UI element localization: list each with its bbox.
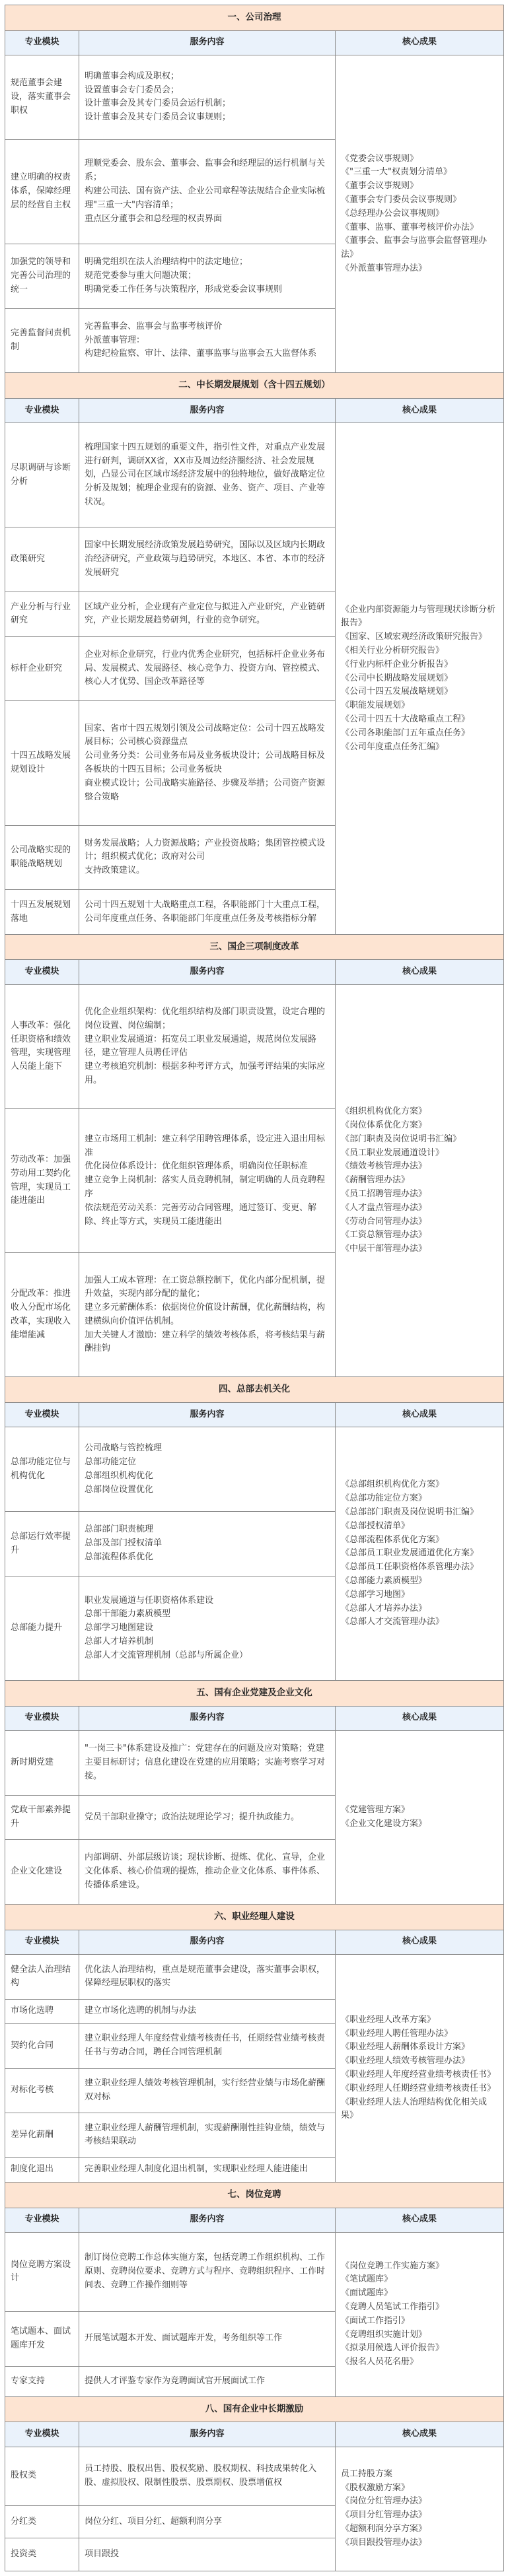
result-item: 《党委会议事规则》 <box>341 153 419 164</box>
result-item: 《超额利润分享方案》 <box>341 2524 427 2534</box>
result-item: 《董事、监事、董事考核评价办法》 <box>341 222 479 232</box>
module-cell <box>5 2311 79 2366</box>
column-header-module: 专业模块 <box>5 398 79 423</box>
content-cell <box>79 1795 336 1840</box>
result-item: 《职业经理人年度经营业绩考核责任书》 <box>341 2070 496 2080</box>
table-row <box>5 2233 504 2312</box>
content-cell <box>79 636 336 701</box>
module-name: 尽职调研与诊断分析 <box>11 463 71 487</box>
module-name: 公司战略实现的职能战略规划 <box>11 845 71 869</box>
column-header-module: 专业模块 <box>5 1706 79 1730</box>
section-title-row <box>5 2396 504 2422</box>
section-title: 三、国企三项制度改革 <box>5 934 504 960</box>
content-cell <box>79 2068 336 2113</box>
section-title: 五、国有企业党建及企业文化 <box>5 1681 504 1707</box>
result-item: 《总部功能定位方案》 <box>341 1493 427 1504</box>
content-line: 建立竞争上岗机制：落实人员竞聘机制，制定明确的人员竞聘程序 <box>85 1175 326 1200</box>
module-name: 总部运行效率提升 <box>11 1531 71 1555</box>
content-line: 明确党委工作任务与决策程序，形成党委会议事规则 <box>85 284 283 294</box>
result-item: 《总部员工任职资格体系管理办法》 <box>341 1562 479 1573</box>
module-cell <box>5 423 79 527</box>
column-header-row <box>5 1930 504 1954</box>
content-line: 构建公司法、国有资产法、企业公司章程等法规结合企业实际梳理"三重一大"内容清单； <box>85 186 326 210</box>
content-line: 建立市场用工机制：建立科学用聘管理体系，设定进入退出用标准 <box>85 1134 326 1158</box>
content-line: 总部人才培养机制 <box>85 1636 154 1646</box>
section-title-row <box>5 1377 504 1403</box>
content-line: 建立职业发展通道：拓宽员工职业发展通道，规范岗位发展路径，建立管理人员聘任评估 <box>85 1034 317 1058</box>
column-header-module: 专业模块 <box>5 960 79 984</box>
content-line: 支持政策建议。 <box>85 865 145 876</box>
module-name: 差异化薪酬 <box>11 2129 54 2140</box>
column-header-module: 专业模块 <box>5 1930 79 1954</box>
result-item: 《岗位分红管理办法》 <box>341 2496 427 2507</box>
result-item: 员工持股方案 <box>341 2468 393 2479</box>
module-name: 对标化考核 <box>11 2085 54 2095</box>
column-header-result: 核心成果 <box>336 1930 504 1954</box>
content-line: 总部学习地图建设 <box>85 1623 154 1633</box>
result-item: 《竞聘人员笔试工作指引》 <box>341 2301 445 2312</box>
table-row <box>5 1731 504 1796</box>
result-cell <box>336 1427 504 1681</box>
content-cell <box>79 1253 336 1377</box>
content-line: 总部及部门授权清单 <box>85 1538 163 1549</box>
module-cell <box>5 592 79 637</box>
module-name: 党政干部素养提升 <box>11 1805 71 1829</box>
module-cell <box>5 1576 79 1681</box>
result-item: 《工资总额管理办法》 <box>341 1230 427 1240</box>
content-cell <box>79 2311 336 2366</box>
module-name: 加强党的领导和完善公司治理的统一 <box>11 257 71 294</box>
content-line: 国家、省市十四五规划引领及公司战略定位：公司十四五战略发展目标；公司核心资源盘点 <box>85 723 326 747</box>
content-line: 国家中长期发展经济政策发展趋势研究，国际以及区域内长期政治经济研究，产业政策与趋势研究，本地区、本省、本市的经济发展研究 <box>85 540 326 578</box>
result-item: 《职业经理人改革方案》 <box>341 2014 436 2025</box>
result-item: 《外派董事管理办法》 <box>341 263 427 273</box>
content-line: 总部人才交流管理机制（总部与所属企业） <box>85 1650 248 1660</box>
column-header-content: 服务内容 <box>79 1706 336 1730</box>
module-cell <box>5 1427 79 1512</box>
result-item: 《总部人才交流管理办法》 <box>341 1617 445 1627</box>
content-line: 公司战略与管控梳理 <box>85 1443 163 1454</box>
result-cell <box>336 1955 504 2183</box>
content-cell <box>79 890 336 935</box>
module-cell <box>5 244 79 308</box>
module-name: 新时期党建 <box>11 1757 54 1767</box>
module-cell <box>5 2157 79 2182</box>
content-line: 总部功能定位 <box>85 1457 137 1468</box>
content-cell <box>79 701 336 825</box>
result-item: 《岗位体系优化方案》 <box>341 1120 427 1131</box>
result-item: 《相关行业分析研究报告》 <box>341 646 445 656</box>
table-row <box>5 55 504 139</box>
module-name: 市场化选聘 <box>11 2006 54 2016</box>
content-line: 总部部门职责梳理 <box>85 1524 154 1535</box>
section-title: 七、岗位竞聘 <box>5 2183 504 2208</box>
content-line: 公司十四五规划十大战略重点工程，各职能部门十大重点工程，公司年度重点任务、各职能部门年度重点任务及考核指标分解 <box>85 899 326 924</box>
result-item: 《职业经理人薪酬体系设计方案》 <box>341 2042 470 2052</box>
content-cell <box>79 2157 336 2182</box>
section-title: 八、国有企业中长期激励 <box>5 2396 504 2422</box>
module-cell <box>5 139 79 244</box>
result-item: 《绩效考核管理办法》 <box>341 1161 427 1172</box>
module-cell <box>5 1253 79 1377</box>
module-cell <box>5 2538 79 2571</box>
column-header-result: 核心成果 <box>336 960 504 984</box>
section-title-row <box>5 2183 504 2208</box>
content-cell <box>79 825 336 890</box>
content-line: 建立考核追究机制：根据多种考评方式，加强考评结果的实际应用。 <box>85 1062 326 1085</box>
result-item: 《员工招聘管理办法》 <box>341 1189 427 1200</box>
content-line: 总部干部能力素质模型 <box>85 1609 171 1619</box>
content-line: 规范党委参与重大问题决策； <box>85 270 197 281</box>
result-item: 《总部授权清单》 <box>341 1520 410 1531</box>
column-header-content: 服务内容 <box>79 2208 336 2232</box>
column-header-row <box>5 2422 504 2447</box>
module-cell <box>5 1731 79 1796</box>
column-header-row <box>5 2208 504 2232</box>
result-item: 《行业内标杆企业分析报告》 <box>341 659 453 669</box>
result-item: 《职业经理人任期经营业绩考核责任书》 <box>341 2083 496 2093</box>
module-name: 政策研究 <box>11 554 46 564</box>
module-cell <box>5 984 79 1108</box>
result-item: 《董事会、监事会与监事会监督管理办法》 <box>341 236 488 260</box>
content-cell <box>79 1108 336 1252</box>
module-name: 健全法人治理结构 <box>11 1964 71 1988</box>
column-header-result: 核心成果 <box>336 2208 504 2232</box>
content-line: 商业模式设计；公司战略实施路径、步骤及举措；公司资产资源整合策略 <box>85 778 326 802</box>
result-item: 《职业经理人法人治理结构优化相关成果》 <box>341 2097 488 2121</box>
content-line: 总部组织机构优化 <box>85 1470 154 1481</box>
module-cell <box>5 2113 79 2158</box>
result-item: 《项目分红管理办法》 <box>341 2510 427 2521</box>
result-item: 《人才盘点管理办法》 <box>341 1202 427 1213</box>
section-title-row <box>5 373 504 399</box>
service-table <box>5 5 504 2571</box>
content-cell <box>79 55 336 139</box>
result-cell <box>336 984 504 1377</box>
content-line: 构建纪检监察、审计、法律、董事监事与监事会五大监督体系 <box>85 349 317 359</box>
content-line: 党员干部职业操守；政治法规理论学习；提升执政能力。 <box>85 1812 300 1822</box>
column-header-content: 服务内容 <box>79 1403 336 1427</box>
result-item: 《报名人员花名册》 <box>341 2357 419 2367</box>
content-cell <box>79 1576 336 1681</box>
module-name: 标杆企业研究 <box>11 663 63 673</box>
result-item: 《薪酬管理办法》 <box>341 1175 410 1186</box>
module-name: 十四五发展规划落地 <box>11 899 71 924</box>
content-line: 建立市场化选聘的机制与办法 <box>85 2006 197 2016</box>
module-name: 产业分析与行业研究 <box>11 601 71 626</box>
column-header-result: 核心成果 <box>336 1403 504 1427</box>
module-cell <box>5 636 79 701</box>
content-line: 建立职业经理人年度经营业绩考核责任书，任期经营业绩考核责任书与劳动合同，聘任合同管理机制 <box>85 2033 326 2058</box>
column-header-module: 专业模块 <box>5 1403 79 1427</box>
result-item: 《总部人才培养办法》 <box>341 1603 427 1613</box>
section-title: 六、职业经理人建设 <box>5 1905 504 1930</box>
module-name: 建立明确的权责体系，保障经理层的经营自主权 <box>11 172 71 210</box>
section-title-row <box>5 934 504 960</box>
result-item: 《董事会专门委员会议事规则》 <box>341 194 462 205</box>
column-header-content: 服务内容 <box>79 398 336 423</box>
module-name: 人事改革：强化任职资格和绩效管理，实现管理人员能上能下 <box>11 1020 71 1072</box>
content-line: 岗位分红、项目分红、超额利润分享 <box>85 2516 223 2526</box>
content-line: 优化法人治理结构，重点是规范董事会建设，落实董事会职权，保障经理层职权的落实 <box>85 1964 326 1988</box>
section-title-row <box>5 5 504 31</box>
result-item: 《部门职责及岗位说明书汇编》 <box>341 1134 462 1144</box>
module-name: 分红类 <box>11 2516 37 2526</box>
content-line: 提供人才评鉴专家作为竞聘面试官开展面试工作 <box>85 2375 266 2386</box>
module-cell <box>5 1999 79 2023</box>
result-item: 《总部能力素质模型》 <box>341 1575 427 1586</box>
result-item: 《党建管理方案》 <box>341 1805 410 1815</box>
content-line: 设置董事会专门委员会； <box>85 85 180 95</box>
content-cell <box>79 423 336 527</box>
result-item: 《公司中长期战略发展规划》 <box>341 673 453 683</box>
module-name: 劳动改革：加强劳动用工契约化管理，实现员工能进能出 <box>11 1155 71 1206</box>
module-name: 总部功能定位与机构优化 <box>11 1457 71 1481</box>
result-item: 《公司年度重点任务汇编》 <box>341 741 445 752</box>
column-header-row <box>5 960 504 984</box>
result-item: 《股权激励方案》 <box>341 2482 410 2493</box>
content-cell <box>79 1512 336 1576</box>
content-line: 建立职业经理人薪酬管理机制，实现薪酬刚性挂钩业绩，绩效与考核结果联动 <box>85 2122 326 2147</box>
column-header-module: 专业模块 <box>5 2422 79 2447</box>
content-line: 制订岗位竞聘工作总体实施方案，包括竞聘工作组织机构、工作原则、竞聘岗位要求、竞聘方式与程序、竞聘组织程序、工作时间表、竞聘工作操作细则等 <box>85 2253 326 2290</box>
result-item: 《面试题库》 <box>341 2288 393 2299</box>
result-cell <box>336 55 504 372</box>
result-cell <box>336 423 504 935</box>
content-line: 员工持股、股权出售、股权奖励、股权期权、科技成果转化入股、虚拟股权、限制性股票、股票期权、股票增值权 <box>85 2463 317 2488</box>
module-name: 契约化合同 <box>11 2040 54 2051</box>
content-cell <box>79 244 336 308</box>
result-item: 《总部员工职业发展通道优化方案》 <box>341 1548 479 1559</box>
column-header-content: 服务内容 <box>79 960 336 984</box>
column-header-result: 核心成果 <box>336 398 504 423</box>
table-row <box>5 2447 504 2505</box>
column-header-result: 核心成果 <box>336 1706 504 1730</box>
content-line: 外派董事管理： <box>85 335 145 345</box>
table-row <box>5 984 504 1108</box>
content-cell <box>79 592 336 637</box>
result-cell <box>336 2447 504 2571</box>
column-header-content: 服务内容 <box>79 1930 336 1954</box>
result-cell <box>336 2233 504 2396</box>
result-item: 《笔试题库》 <box>341 2274 393 2285</box>
result-cell <box>336 1731 504 1905</box>
result-item: 《岗位竞聘工作实施方案》 <box>341 2260 445 2271</box>
section-title: 一、公司治理 <box>5 5 504 31</box>
section-title: 二、中长期发展规划（含十四五规划） <box>5 373 504 399</box>
content-line: 理顺党委会、股东会、董事会、监事会和经理层的运行机制与关系； <box>85 158 326 183</box>
content-line: 区域产业分析，企业现有产业定位与拟进入产业研究，产业链研究，产业长期发展趋势研判，行业的竞争研究。 <box>85 601 326 626</box>
module-cell <box>5 308 79 373</box>
content-cell <box>79 2447 336 2505</box>
content-line: 重点区分董事会和总经理的权责界面 <box>85 213 223 224</box>
column-header-content: 服务内容 <box>79 2422 336 2447</box>
content-line: 设计董事会及其专门委员会运行机制； <box>85 98 231 109</box>
result-item: 《中层干部管理办法》 <box>341 1244 427 1254</box>
table-row <box>5 423 504 527</box>
column-header-row <box>5 1706 504 1730</box>
module-name: 专家支持 <box>11 2375 46 2386</box>
module-cell <box>5 1108 79 1252</box>
module-cell <box>5 890 79 935</box>
content-cell <box>79 2233 336 2312</box>
result-item: 《职业经理人绩效考核管理办法》 <box>341 2056 470 2066</box>
column-header-row <box>5 30 504 55</box>
content-cell <box>79 2023 336 2068</box>
module-name: 投资类 <box>11 2549 37 2559</box>
content-line: 公司业务分类：公司业务布局及业务板块设计；公司战略目标及各板块的十四五目标；公司业务板块 <box>85 751 326 774</box>
service-table-body <box>5 5 504 2571</box>
module-cell <box>5 527 79 592</box>
module-name: 总部能力提升 <box>11 1623 63 1633</box>
content-line: 梳理国家十四五规划的重要文件，指引性文件，对重点产业发展进行研判，调研XX省，XX市及周边经济圈经济、社会发展规划，凸显公司在区域市场经济发展中的独特地位，做好战略定位分析及规划；梳理企业现有的资源、业务、资产、项目、产业等状况。 <box>85 442 326 507</box>
content-line: 企业对标企业研究，行业内优秀企业研究，包括标杆企业业务布局、发展模式、发展路径、核心竞争力、投资方向、管控模式、核心人才优势、国企改革路径等 <box>85 649 326 687</box>
content-cell <box>79 1840 336 1905</box>
result-item: 《员工职业发展通道设计》 <box>341 1147 445 1158</box>
result-item: 《组织机构优化方案》 <box>341 1106 427 1117</box>
result-item: 《拟录用候选人评价报告》 <box>341 2343 445 2354</box>
module-cell <box>5 55 79 139</box>
result-item: 《总部学习地图》 <box>341 1589 410 1600</box>
module-cell <box>5 1840 79 1905</box>
result-item: 《企业内部资源能力与管理现状诊断分析报告》 <box>341 604 496 628</box>
column-header-module: 专业模块 <box>5 2208 79 2232</box>
result-item: 《董事会议事规则》 <box>341 181 419 191</box>
content-cell <box>79 1999 336 2023</box>
content-line: 明确党组织在法人治理结构中的法定地位； <box>85 257 248 267</box>
content-line: 依法规范劳动关系：完善劳动合同管理，通过签订、变更、解除、终止等方式，实现员工能进能出 <box>85 1202 317 1227</box>
content-cell <box>79 2366 336 2396</box>
module-name: 企业文化建设 <box>11 1866 63 1877</box>
module-name: 完善监督问责机制 <box>11 328 71 352</box>
module-cell <box>5 2233 79 2312</box>
content-line: 开展笔试题本开发、面试题库开发，考务组织等工作 <box>85 2333 283 2344</box>
content-line: 内部调研、外部层级访谈；现状诊断、提炼、优化、宣导，企业文化体系、核心价值观的提炼，推动企业文化体系、事件体系、传播体系建设。 <box>85 1852 326 1891</box>
module-cell <box>5 701 79 825</box>
module-name: 分配改革：推进收入分配市场化改革，实现收入能增能减 <box>11 1289 71 1340</box>
module-name: 股权类 <box>11 2470 37 2481</box>
result-item: 《总部流程体系优化方案》 <box>341 1534 445 1545</box>
result-item: 《总经理办公会议事规则》 <box>341 208 445 219</box>
content-cell <box>79 2538 336 2571</box>
content-cell <box>79 2113 336 2158</box>
content-line: "一岗三卡"体系建设及推广：党建存在的问题及应对策略；党建主要目标研讨；信息化建设在党建的应用策略；实施考察学习对接。 <box>85 1744 326 1781</box>
section-title-row <box>5 1905 504 1930</box>
result-item: 《公司各职能部门五年重点任务》 <box>341 728 470 738</box>
module-cell <box>5 1955 79 2000</box>
content-line: 明确董事会构成及职权； <box>85 71 180 81</box>
result-item: 《总部部门职责及岗位说明书汇编》 <box>341 1507 479 1517</box>
content-line: 优化企业组织架构：优化组织结构及部门职责设置，设定合理的岗位设置、岗位编制； <box>85 1006 326 1031</box>
result-item: 《"三重一大"权责划分清单》 <box>341 167 452 178</box>
module-name: 规范董事会建设，落实董事会职权 <box>11 78 71 116</box>
section-title: 四、总部去机关化 <box>5 1377 504 1403</box>
column-header-content: 服务内容 <box>79 30 336 55</box>
result-item: 《项目跟投管理办法》 <box>341 2537 427 2548</box>
column-header-row <box>5 1403 504 1427</box>
content-line: 完善职业经理人制度化退出机制，实现职业经理人能进能出 <box>85 2164 308 2175</box>
section-title-row <box>5 1681 504 1707</box>
content-line: 总部岗位设置优化 <box>85 1484 154 1495</box>
content-cell <box>79 2505 336 2538</box>
content-cell <box>79 984 336 1108</box>
table-row <box>5 1427 504 1512</box>
result-item: 《职能发展规划》 <box>341 700 410 711</box>
result-item: 《劳动合同管理办法》 <box>341 1216 427 1227</box>
content-line: 加大关键人才激励：建立科学的绩效考核体系，将考核结果与薪酬挂钩 <box>85 1330 326 1354</box>
module-cell <box>5 1795 79 1840</box>
result-item: 《企业文化建设方案》 <box>341 1819 427 1829</box>
content-line: 职业发展通道与任职资格体系建设 <box>85 1595 214 1606</box>
module-cell <box>5 2505 79 2538</box>
column-header-result: 核心成果 <box>336 30 504 55</box>
content-cell <box>79 1955 336 2000</box>
result-item: 《竞聘组织实施计划》 <box>341 2329 427 2340</box>
column-header-row <box>5 398 504 423</box>
service-document <box>5 5 503 2571</box>
column-header-module: 专业模块 <box>5 30 79 55</box>
content-line: 建立职业经理人绩效考核管理机制，实行经营业绩与市场化薪酬双对标 <box>85 2078 326 2102</box>
result-item: 《职业经理人聘任管理办法》 <box>341 2028 453 2039</box>
result-item: 《面试工作指引》 <box>341 2315 410 2326</box>
table-row <box>5 1955 504 2000</box>
module-cell <box>5 2023 79 2068</box>
module-cell <box>5 2447 79 2505</box>
content-line: 加强人工成本管理：在工资总额控制下，优化内部分配机制，提升效益，实现内部分配的量化； <box>85 1275 326 1299</box>
content-cell <box>79 1427 336 1512</box>
content-line: 优化岗位体系设计：优化组织管理体系，明确岗位任职标准 <box>85 1161 308 1172</box>
content-line: 建立多元薪酬体系：依据岗位价值设计薪酬，优化薪酬结构，构建横纵向价值评估机制。 <box>85 1303 326 1326</box>
module-cell <box>5 1512 79 1576</box>
content-line: 设计董事会及其专门委员会议事规则； <box>85 112 231 123</box>
content-line: 项目跟投 <box>85 2549 120 2559</box>
module-name: 笔试题本、面试题库开发 <box>11 2326 71 2350</box>
result-item: 《公司十四五十大战略重点工程》 <box>341 714 470 725</box>
result-item: 《总部组织机构优化方案》 <box>341 1479 445 1490</box>
content-line: 完善监事会、监事会与监事考核评价 <box>85 321 223 331</box>
column-header-result: 核心成果 <box>336 2422 504 2447</box>
module-cell <box>5 2366 79 2396</box>
content-cell <box>79 308 336 373</box>
result-item: 《公司十四五发展战略规划》 <box>341 687 453 697</box>
module-name: 制度化退出 <box>11 2164 54 2175</box>
content-cell <box>79 1731 336 1796</box>
content-cell <box>79 139 336 244</box>
module-cell <box>5 2068 79 2113</box>
content-line: 财务发展战略；人力资源战略；产业投资战略；集团管控模式设计；组织模式优化；政府对公司 <box>85 838 326 862</box>
content-cell <box>79 527 336 592</box>
module-cell <box>5 825 79 890</box>
module-name: 十四五战略发展规划设计 <box>11 751 71 774</box>
result-item: 《国家、区域宏观经济政策研究报告》 <box>341 632 488 642</box>
content-line: 总部流程体系优化 <box>85 1552 154 1563</box>
module-name: 岗位竞聘方案设计 <box>11 2259 71 2284</box>
